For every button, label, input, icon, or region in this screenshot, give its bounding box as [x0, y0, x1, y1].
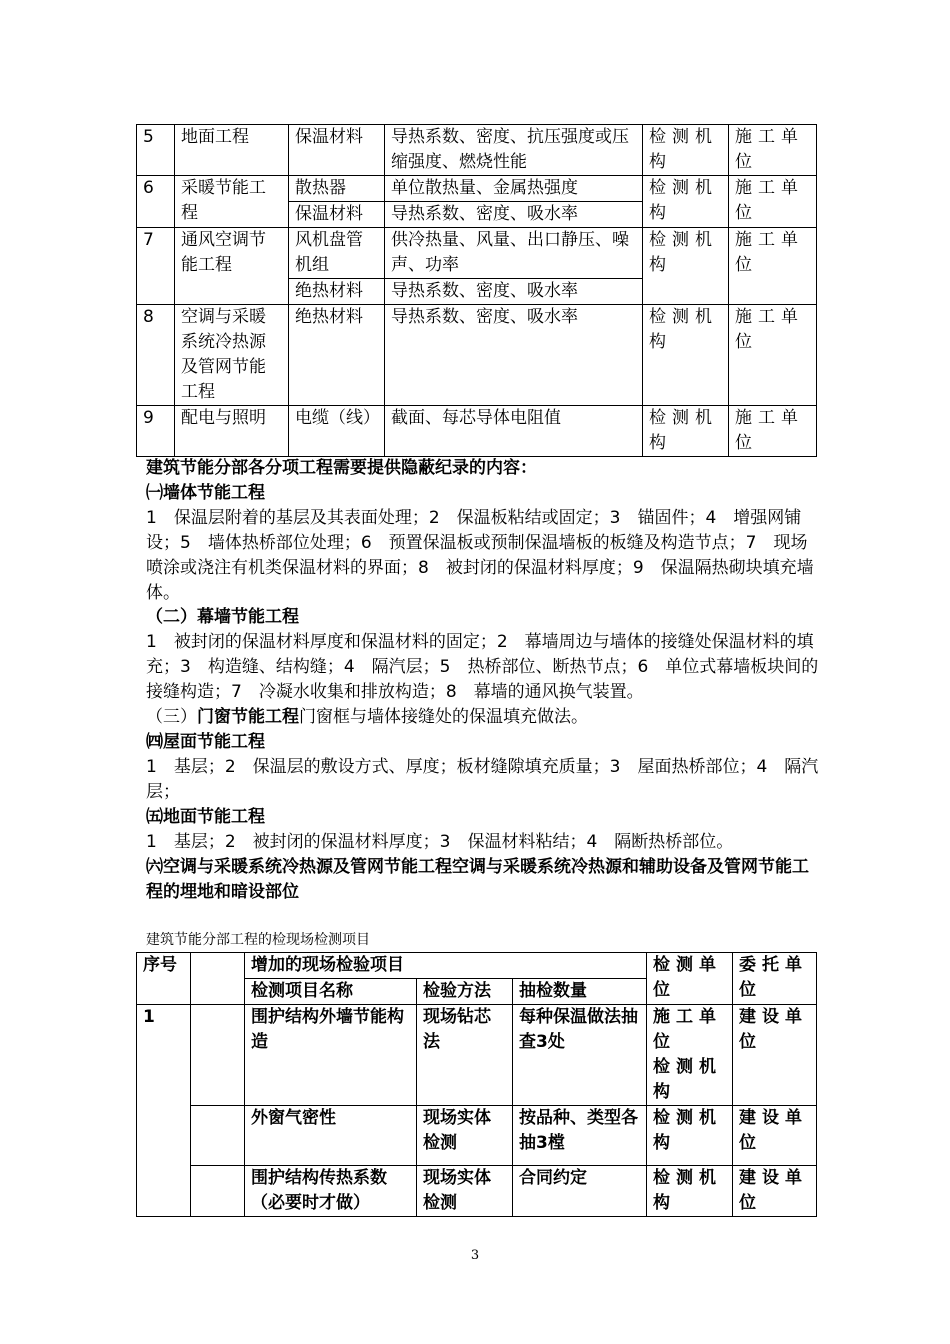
- heading-floor: ㈤地面节能工程: [146, 807, 265, 827]
- heading-curtain-wall: （二）幕墙节能工程: [146, 607, 299, 627]
- test-unit: 检测机构: [647, 1106, 733, 1166]
- test-items: 导热系数、密度、吸水率: [385, 305, 643, 406]
- test-unit: [647, 1005, 733, 1106]
- test-unit: 检测机构: [643, 406, 729, 457]
- group-number: 1: [137, 1005, 191, 1217]
- header-group: 增加的现场检验项目: [245, 953, 647, 979]
- material-name: 绝热材料: [289, 279, 385, 305]
- header-row: [137, 953, 817, 979]
- table-row: [137, 406, 817, 457]
- material-test-table: [136, 124, 817, 457]
- row-number: 5: [137, 125, 175, 176]
- header-method: 检验方法: [417, 979, 513, 1005]
- project-name: 配电与照明: [175, 406, 289, 457]
- test-unit: 检测机构: [647, 1166, 733, 1217]
- test-unit: 检测机构: [643, 228, 729, 305]
- empty-cell: [191, 1106, 245, 1166]
- paragraph-wall: 1 保温层附着的基层及其表面处理；2 保温板粘结或固定；3 锚固件；4 增强网铺设；5 墙体热桥部位处理；6 预置保温板或预制保温墙板的板缝及构造节点；7 现场喷涂或浇注有机类保温材料的界面；8 被封闭的保温材料厚度；9 保温隔热砌块填充墙体。: [146, 508, 814, 603]
- table-row: [137, 176, 817, 202]
- table-row: [137, 1166, 817, 1217]
- table-caption: 建筑节能分部工程的检现场检测项目: [146, 932, 370, 948]
- item-name: 外窗气密性: [245, 1106, 417, 1166]
- test-items: 导热系数、密度、吸水率: [385, 202, 643, 228]
- sample-quantity: 合同约定: [513, 1166, 647, 1217]
- client-unit: 建设单位: [733, 1106, 817, 1166]
- sampling-unit: 施工单位: [729, 228, 817, 305]
- test-items: 单位散热量、金属热强度: [385, 176, 643, 202]
- paragraph-roof: 1 基层；2 保温层的敷设方式、厚度；板材缝隙填充质量；3 屋面热桥部位；4 隔汽层；: [146, 757, 819, 802]
- material-name: 电缆（线）: [289, 406, 385, 457]
- project-name: 地面工程: [175, 125, 289, 176]
- paragraph-curtain-wall: 1 被封闭的保温材料厚度和保温材料的固定；2 幕墙周边与墙体的接缝处保温材料的填充；3 构造缝、结构缝；4 隔汽层；5 热桥部位、断热节点；6 单位式幕墙板块间的接缝构造；7 冷凝水收集和排放构造；8 幕墙的通风换气装置。: [146, 632, 819, 702]
- project-name: 空调与采暖系统冷热源及管网节能工程: [175, 305, 289, 406]
- sampling-unit: 施工单位: [729, 125, 817, 176]
- row-number: 9: [137, 406, 175, 457]
- sample-quantity: 按品种、类型各抽3樘: [513, 1106, 647, 1166]
- table-row: [137, 305, 817, 406]
- header-item-name: 检测项目名称: [245, 979, 417, 1005]
- doors-windows-title: 门窗节能工程: [197, 707, 299, 727]
- heading-hvac: ㈥空调与采暖系统冷热源及管网节能工程空调与采暖系统冷热源和辅助设备及管网节能工程的埋地和暗设部位: [146, 857, 809, 902]
- section-title: 建筑节能分部各分项工程需要提供隐蔽纪录的内容：: [146, 458, 537, 478]
- table-row: [137, 228, 817, 279]
- empty-cell: [191, 1005, 245, 1106]
- test-method: 现场实体检测: [417, 1166, 513, 1217]
- header-quantity: 抽检数量: [513, 979, 647, 1005]
- heading-roof: ㈣屋面节能工程: [146, 732, 265, 752]
- empty-cell: [191, 1166, 245, 1217]
- row-number: 7: [137, 228, 175, 305]
- test-unit-secondary: 检测机构: [653, 1057, 723, 1102]
- sampling-unit: 施工单位: [729, 176, 817, 228]
- header-empty: [191, 953, 245, 1005]
- test-items: 导热系数、密度、吸水率: [385, 279, 643, 305]
- table-row: [137, 1106, 817, 1166]
- test-items: 供冷热量、风量、出口静压、噪声、功率: [385, 228, 643, 279]
- doors-windows-prefix: （三）: [146, 707, 197, 727]
- test-items: 导热系数、密度、抗压强度或压缩强度、燃烧性能: [385, 125, 643, 176]
- doors-windows-text: 门窗框与墙体接缝处的保温填充做法。: [299, 707, 588, 727]
- test-unit-primary: 施工单位: [653, 1007, 723, 1052]
- header-number: 序号: [137, 953, 191, 1005]
- material-name: 风机盘管机组: [289, 228, 385, 279]
- test-unit: 检测机构: [643, 176, 729, 228]
- test-unit: 检测机构: [643, 125, 729, 176]
- header-client-unit: 委托单位: [733, 953, 817, 1005]
- sample-quantity: 每种保温做法抽查3处: [513, 1005, 647, 1106]
- table-row: [137, 125, 817, 176]
- row-number: 6: [137, 176, 175, 228]
- test-method: 现场实体检测: [417, 1106, 513, 1166]
- table-row: [137, 1005, 817, 1106]
- client-unit: 建设单位: [733, 1005, 817, 1106]
- sampling-unit: 施工单位: [729, 305, 817, 406]
- paragraph-floor: 1 基层；2 被封闭的保温材料厚度；3 保温材料粘结；4 隔断热桥部位。: [146, 832, 734, 852]
- test-unit: 检测机构: [643, 305, 729, 406]
- heading-wall: ㈠墙体节能工程: [146, 483, 265, 503]
- client-unit: 建设单位: [733, 1166, 817, 1217]
- material-name: 散热器: [289, 176, 385, 202]
- material-name: 保温材料: [289, 202, 385, 228]
- test-items: 截面、每芯导体电阻值: [385, 406, 643, 457]
- sampling-unit: 施工单位: [729, 406, 817, 457]
- heading-doors-windows: [146, 705, 820, 730]
- material-name: 绝热材料: [289, 305, 385, 406]
- page-number: 3: [470, 1248, 480, 1263]
- project-name: 采暖节能工程: [175, 176, 289, 228]
- item-name: 围护结构传热系数（必要时才做）: [245, 1166, 417, 1217]
- project-name: 通风空调节能工程: [175, 228, 289, 305]
- item-name: 围护结构外墙节能构造: [245, 1005, 417, 1106]
- test-method: 现场钻芯法: [417, 1005, 513, 1106]
- material-name: 保温材料: [289, 125, 385, 176]
- row-number: 8: [137, 305, 175, 406]
- header-test-unit: 检测单位: [647, 953, 733, 1005]
- site-test-table: [136, 952, 817, 1217]
